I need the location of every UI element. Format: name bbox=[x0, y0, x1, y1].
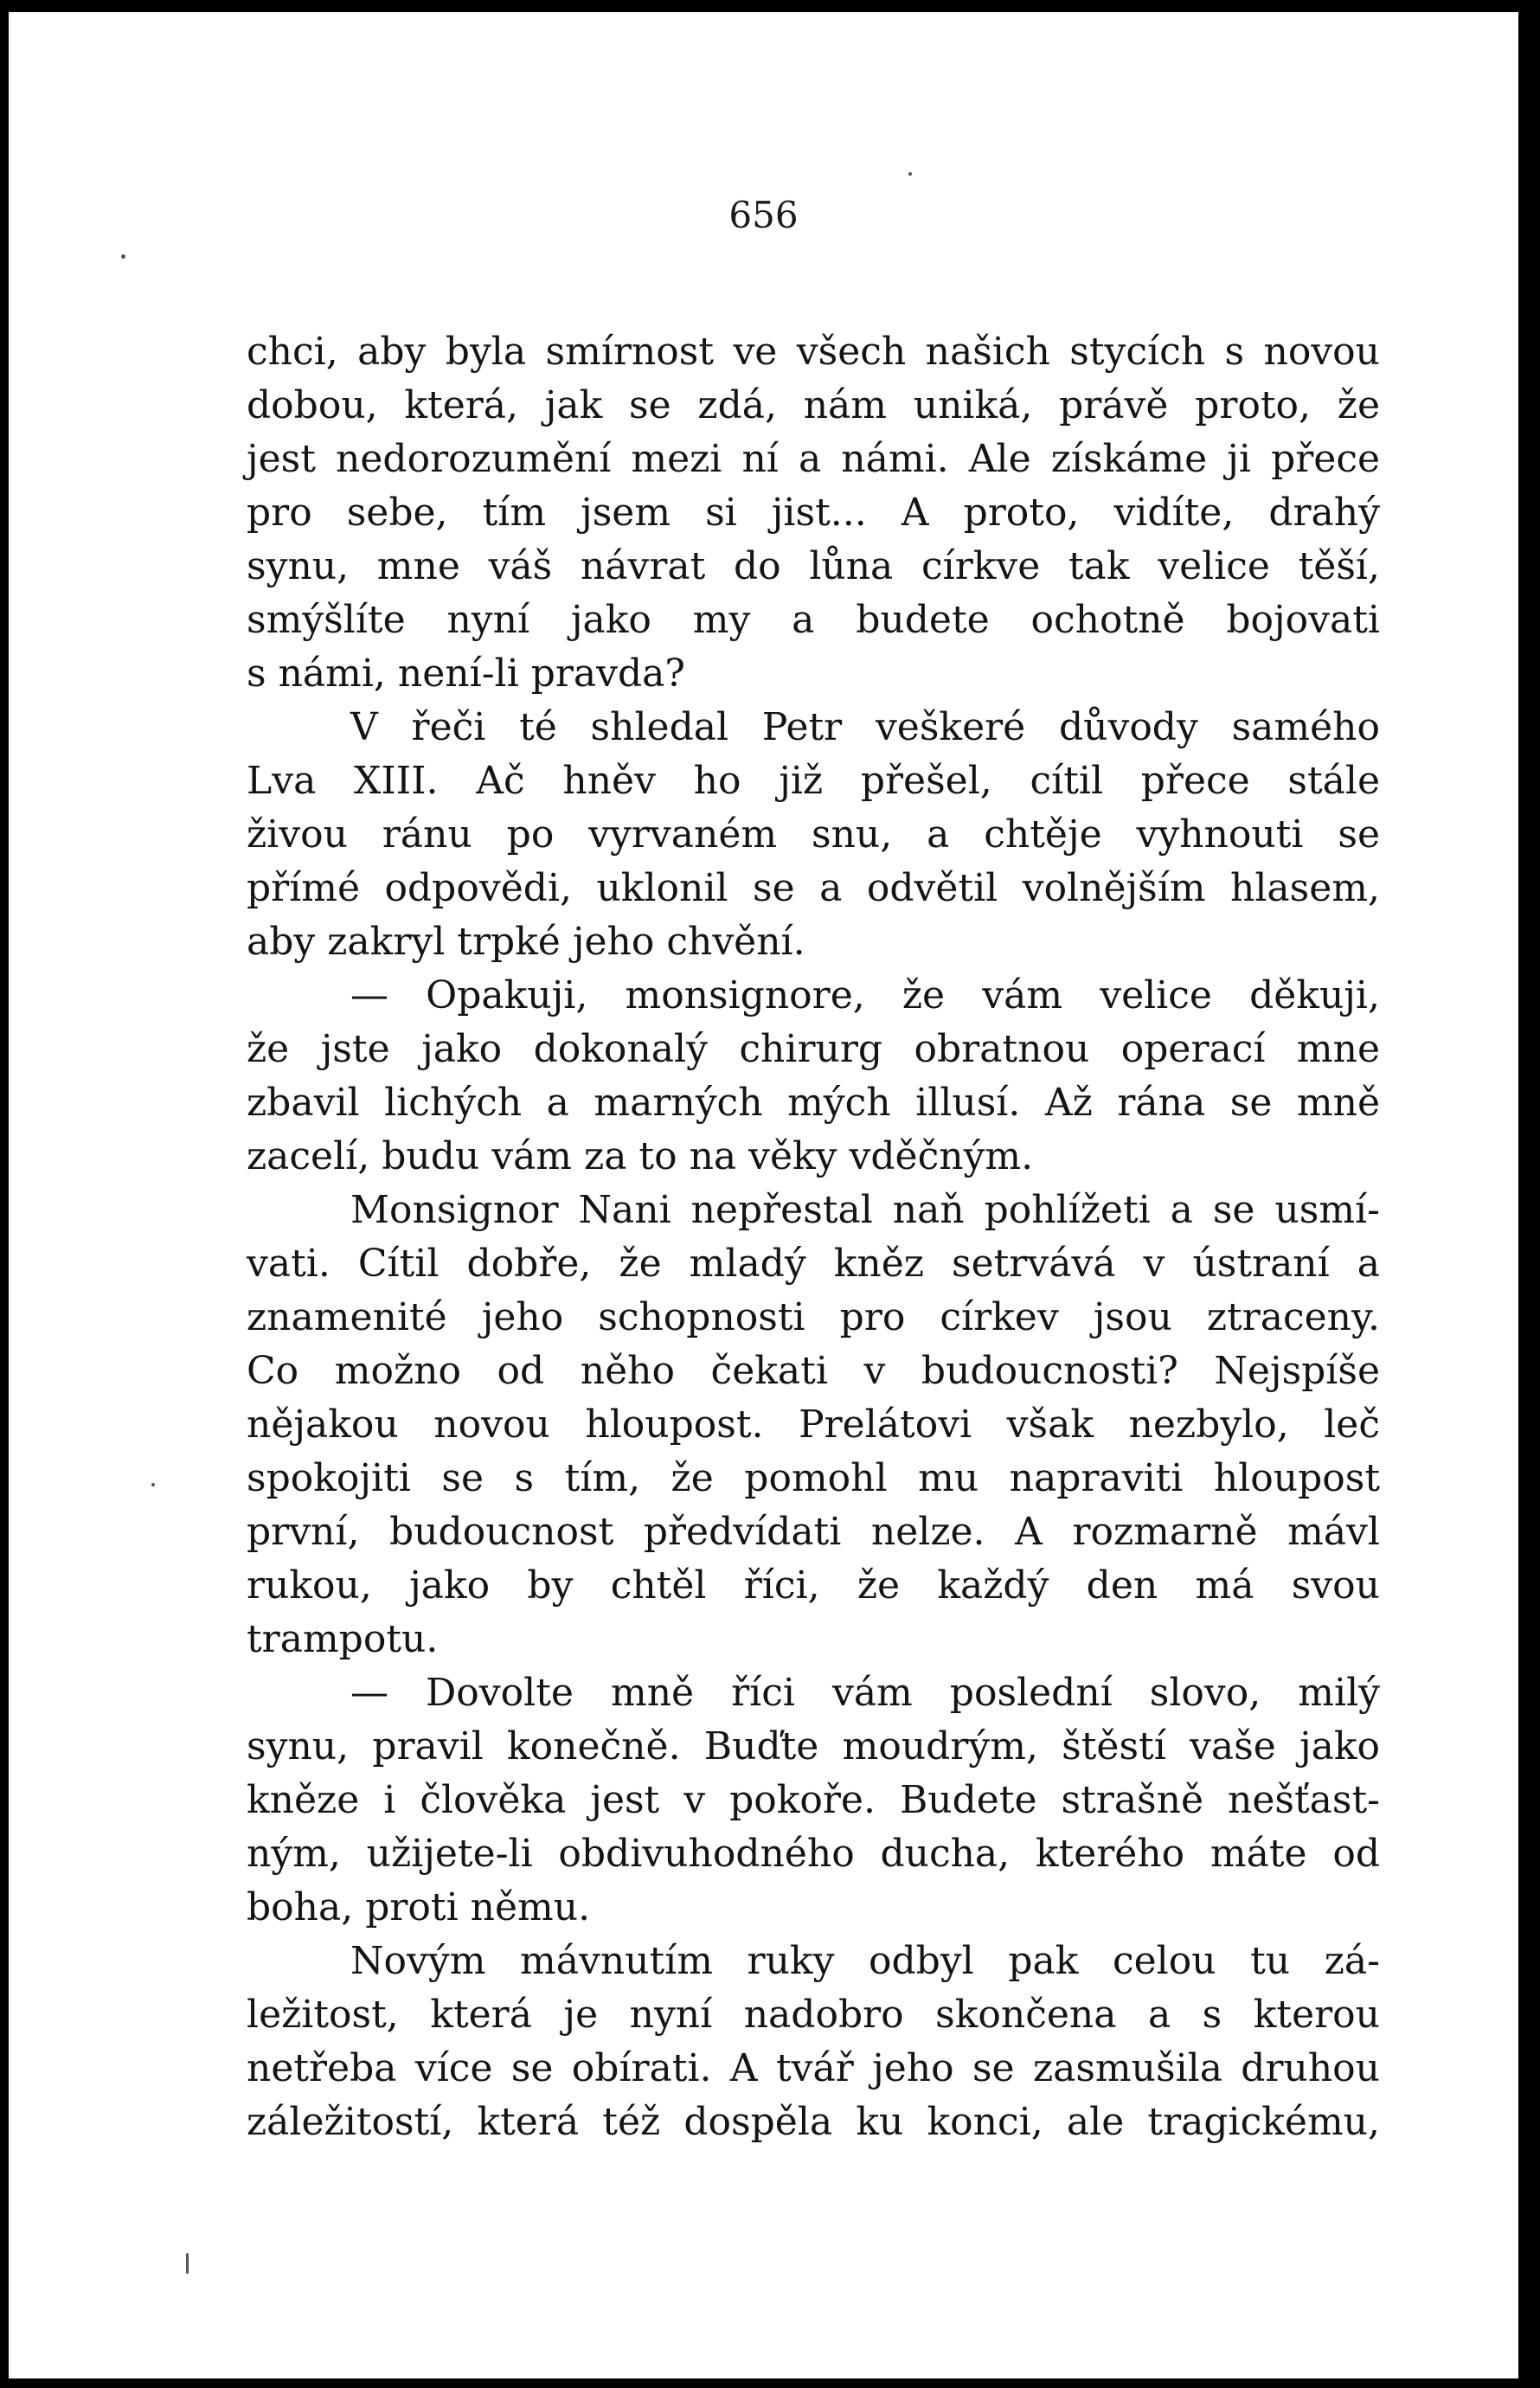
text-line: vati. Cítil dobře, že mladý kněz setrvává v ústraní a bbox=[247, 1242, 1380, 1286]
text-line: nějakou novou hloupost. Prelátovi však nezbylo, leč bbox=[247, 1403, 1380, 1447]
text-line: spokojiti se s tím, že pomohl mu napraviti hloupost bbox=[247, 1456, 1380, 1500]
text-line: s námi, není-li pravda? bbox=[247, 652, 685, 696]
paragraph bbox=[247, 969, 1380, 1184]
text-line: jest nedorozumění mezi ní a námi. Ale získáme ji přece bbox=[247, 437, 1380, 481]
paper-speck bbox=[151, 1483, 155, 1486]
text-line: synu, mne váš návrat do lůna církve tak velice těší, bbox=[247, 544, 1380, 588]
text-line: aby zakryl trpké jeho chvění. bbox=[247, 920, 805, 964]
text-line: ležitost, která je nyní nadobro skončena a s kterou bbox=[247, 1993, 1380, 2037]
text-line: že jste jako dokonalý chirurg obratnou operací mne bbox=[247, 1027, 1380, 1071]
text-line: přímé odpovědi, uklonil se a odvětil volnějším hlasem, bbox=[247, 866, 1380, 910]
text-line: Lva XIII. Ač hněv ho již přešel, cítil přece stále bbox=[247, 759, 1380, 803]
text-line: živou ránu po vyrvaném snu, a chtěje vyhnouti se bbox=[247, 812, 1380, 857]
text-line: rukou, jako by chtěl říci, že každý den má svou bbox=[247, 1563, 1380, 1608]
text-line: boha, proti němu. bbox=[247, 1885, 591, 1929]
body-text bbox=[247, 325, 1380, 2149]
text-line: zacelí, budu vám za to na věky vděčným. bbox=[247, 1134, 1034, 1178]
page-number: 656 bbox=[728, 194, 799, 236]
paper-speck bbox=[186, 2253, 189, 2274]
text-line: dobou, která, jak se zdá, nám uniká, právě proto, že bbox=[247, 383, 1380, 427]
paper-speck bbox=[121, 254, 125, 259]
text-line: první, budoucnost předvídati nelze. A rozmarně mávl bbox=[247, 1510, 1380, 1554]
text-line: zbavil lichých a marných mých illusí. Až rána se mně bbox=[247, 1081, 1380, 1125]
paper-speck bbox=[908, 172, 912, 176]
paragraph bbox=[247, 1184, 1380, 1666]
text-line: netřeba více se obírati. A tvář jeho se zasmušila druhou bbox=[247, 2046, 1380, 2090]
paragraph bbox=[247, 1935, 1380, 2149]
book-page bbox=[9, 12, 1518, 2378]
paragraph bbox=[247, 325, 1380, 701]
text-line: Co možno od něho čekati v budoucnosti? Nejspíše bbox=[247, 1349, 1380, 1393]
text-line: trampotu. bbox=[247, 1617, 439, 1661]
text-line: Monsignor Nani nepřestal naň pohlížeti a se usmí- bbox=[350, 1188, 1380, 1232]
text-line: synu, pravil konečně. Buďte moudrým, štěstí vaše jako bbox=[247, 1724, 1380, 1769]
text-line: ným, užijete-li obdivuhodného ducha, kterého máte od bbox=[247, 1832, 1380, 1876]
paragraph bbox=[247, 1666, 1380, 1935]
text-line: kněze i člověka jest v pokoře. Budete strašně nešťast- bbox=[247, 1778, 1380, 1822]
text-line: pro sebe, tím jsem si jist... A proto, vidíte, drahý bbox=[247, 491, 1380, 535]
paragraph bbox=[247, 701, 1380, 969]
text-line: smýšlíte nyní jako my a budete ochotně bojovati bbox=[247, 598, 1380, 642]
text-line: V řeči té shledal Petr veškeré důvody samého bbox=[350, 705, 1380, 749]
text-line: znamenité jeho schopnosti pro církev jsou ztraceny. bbox=[247, 1295, 1380, 1339]
text-line: — Dovolte mně říci vám poslední slovo, milý bbox=[350, 1671, 1380, 1715]
text-line: — Opakuji, monsignore, že vám velice děkuji, bbox=[350, 973, 1380, 1017]
text-line: Novým mávnutím ruky odbyl pak celou tu zá- bbox=[350, 1939, 1380, 1983]
text-line: chci, aby byla smírnost ve všech našich stycích s novou bbox=[247, 330, 1380, 374]
text-line: záležitostí, která též dospěla ku konci, ale tragickému, bbox=[247, 2100, 1380, 2144]
